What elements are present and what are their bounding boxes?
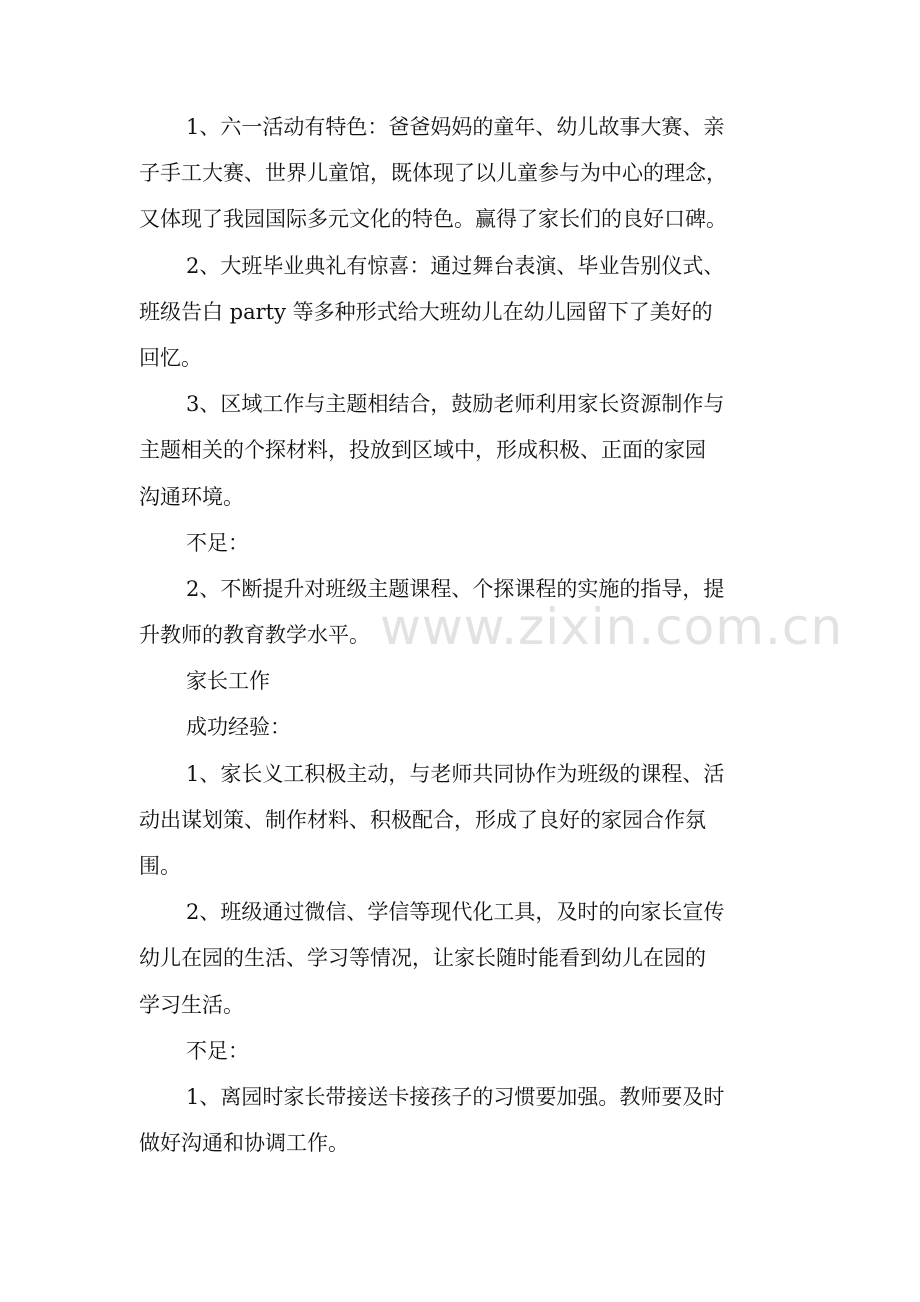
text-line: 3、区域工作与主题相结合，鼓励老师利用家长资源制作与 [186, 392, 725, 417]
text-line: 学习生活。 [139, 992, 244, 1017]
text-line: 班级告白 party 等多种形式给大班幼儿在幼儿园留下了美好的 [139, 299, 713, 324]
text-line: 沟通环境。 [139, 484, 244, 509]
text-line: 围。 [139, 854, 181, 878]
text-line: 1、六一活动有特色：爸爸妈妈的童年、幼儿故事大赛、亲 [186, 115, 725, 139]
section-heading-shortcomings: 不足： [186, 1038, 249, 1063]
text-line: 2、不断提升对班级主题课程、个探课程的实施的指导，提 [186, 576, 725, 601]
watermark: www.zixin.com.cn [380, 598, 844, 656]
text-line: 回忆。 [139, 345, 202, 370]
section-heading-shortcomings: 不足： [186, 530, 249, 555]
text-line: 又体现了我园国际多元文化的特色。赢得了家长们的良好口碑。 [139, 207, 727, 232]
text-line: 1、家长义工积极主动，与老师共同协作为班级的课程、活 [186, 761, 725, 786]
text-line: 主题相关的个探材料，投放到区域中，形成积极、正面的家园 [139, 438, 706, 463]
text-line: 升教师的教育教学水平。 [139, 623, 370, 648]
section-heading-success: 成功经验： [186, 715, 291, 740]
text-line: 子手工大赛、世界儿童馆，既体现了以儿童参与为中心的理念， [139, 161, 727, 186]
text-line: 1、离园时家长带接送卡接孩子的习惯要加强。教师要及时 [186, 1084, 725, 1109]
document-body [139, 104, 789, 1166]
text-line: 2、大班毕业典礼有惊喜：通过舞台表演、毕业告别仪式、 [186, 253, 725, 278]
text-line: 做好沟通和协调工作。 [139, 1131, 349, 1156]
text-line: 动出谋划策、制作材料、积极配合，形成了良好的家园合作氛 [139, 807, 706, 832]
section-heading-parent-work: 家长工作 [186, 669, 270, 694]
text-line: 2、班级通过微信、学信等现代化工具，及时的向家长宣传 [186, 900, 725, 925]
text-line: 幼儿在园的生活、学习等情况，让家长随时能看到幼儿在园的 [139, 946, 706, 971]
